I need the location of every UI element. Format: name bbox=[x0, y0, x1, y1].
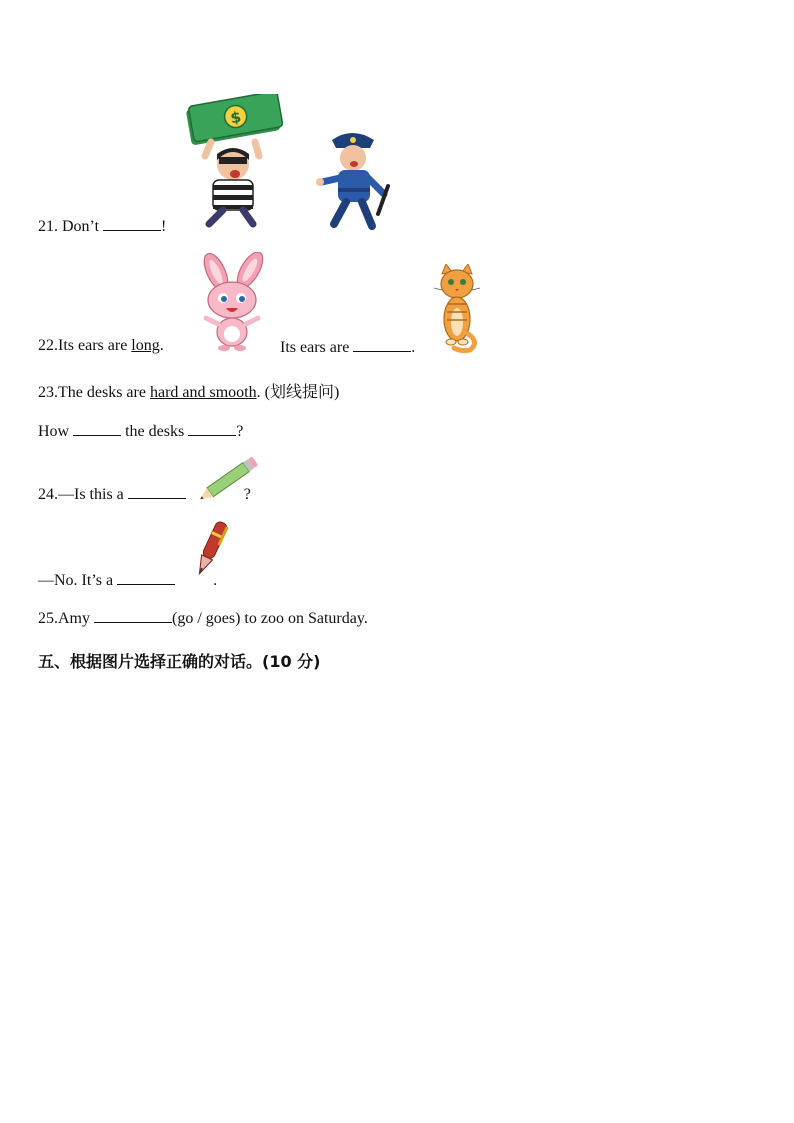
section-5-heading: 五、根据图片选择正确的对话。(10 分) bbox=[38, 652, 321, 671]
q21-answer-blank[interactable] bbox=[103, 216, 161, 231]
q24-line2-end: . bbox=[213, 572, 218, 589]
police-officer-icon bbox=[316, 128, 398, 232]
q22-prefix: 22.Its ears are bbox=[38, 337, 132, 354]
q22-end: . bbox=[411, 339, 416, 356]
svg-text:$: $ bbox=[229, 107, 243, 128]
q23-answer-blank-2[interactable] bbox=[188, 421, 236, 436]
q23-suffix: . (划线提问) bbox=[256, 384, 340, 401]
q21-text: 21. Don’t bbox=[38, 218, 104, 235]
q22-second-text: Its ears are bbox=[280, 339, 354, 356]
q24-line1: 24.—Is this a bbox=[38, 486, 128, 503]
q23-line2-end: ? bbox=[236, 423, 244, 440]
question-22-second bbox=[280, 337, 415, 357]
q24-answer-blank-1[interactable] bbox=[128, 484, 186, 499]
question-21 bbox=[38, 216, 166, 236]
q24-line1-end: ? bbox=[243, 486, 251, 503]
q23-prefix: 23.The desks are bbox=[38, 384, 150, 401]
q22-dot: . bbox=[159, 337, 164, 354]
q25-answer-blank[interactable] bbox=[94, 608, 172, 623]
q21-end: ! bbox=[161, 218, 167, 235]
q24-line2: —No. It’s a bbox=[38, 572, 118, 589]
q23-underlined-phrase: hard and smooth bbox=[149, 384, 257, 401]
q23-line2-a: How bbox=[38, 423, 74, 440]
question-24 bbox=[38, 484, 251, 504]
question-24-answer bbox=[38, 570, 217, 590]
q25-suffix: (go / goes) to zoo on Saturday. bbox=[172, 610, 368, 627]
question-25 bbox=[38, 608, 368, 628]
q23-line2-b: the desks bbox=[125, 423, 189, 440]
question-23 bbox=[38, 379, 339, 402]
rabbit-icon bbox=[192, 252, 272, 352]
question-22 bbox=[38, 337, 164, 355]
q22-underlined-word: long bbox=[131, 337, 160, 354]
q23-answer-blank-1[interactable] bbox=[73, 421, 121, 436]
thief-with-money-icon bbox=[183, 94, 283, 230]
q24-answer-blank-2[interactable] bbox=[117, 570, 175, 585]
cat-icon bbox=[432, 264, 482, 354]
question-23-rewrite bbox=[38, 421, 243, 441]
q25-prefix: 25.Amy bbox=[38, 610, 94, 627]
q22-answer-blank[interactable] bbox=[353, 337, 411, 352]
